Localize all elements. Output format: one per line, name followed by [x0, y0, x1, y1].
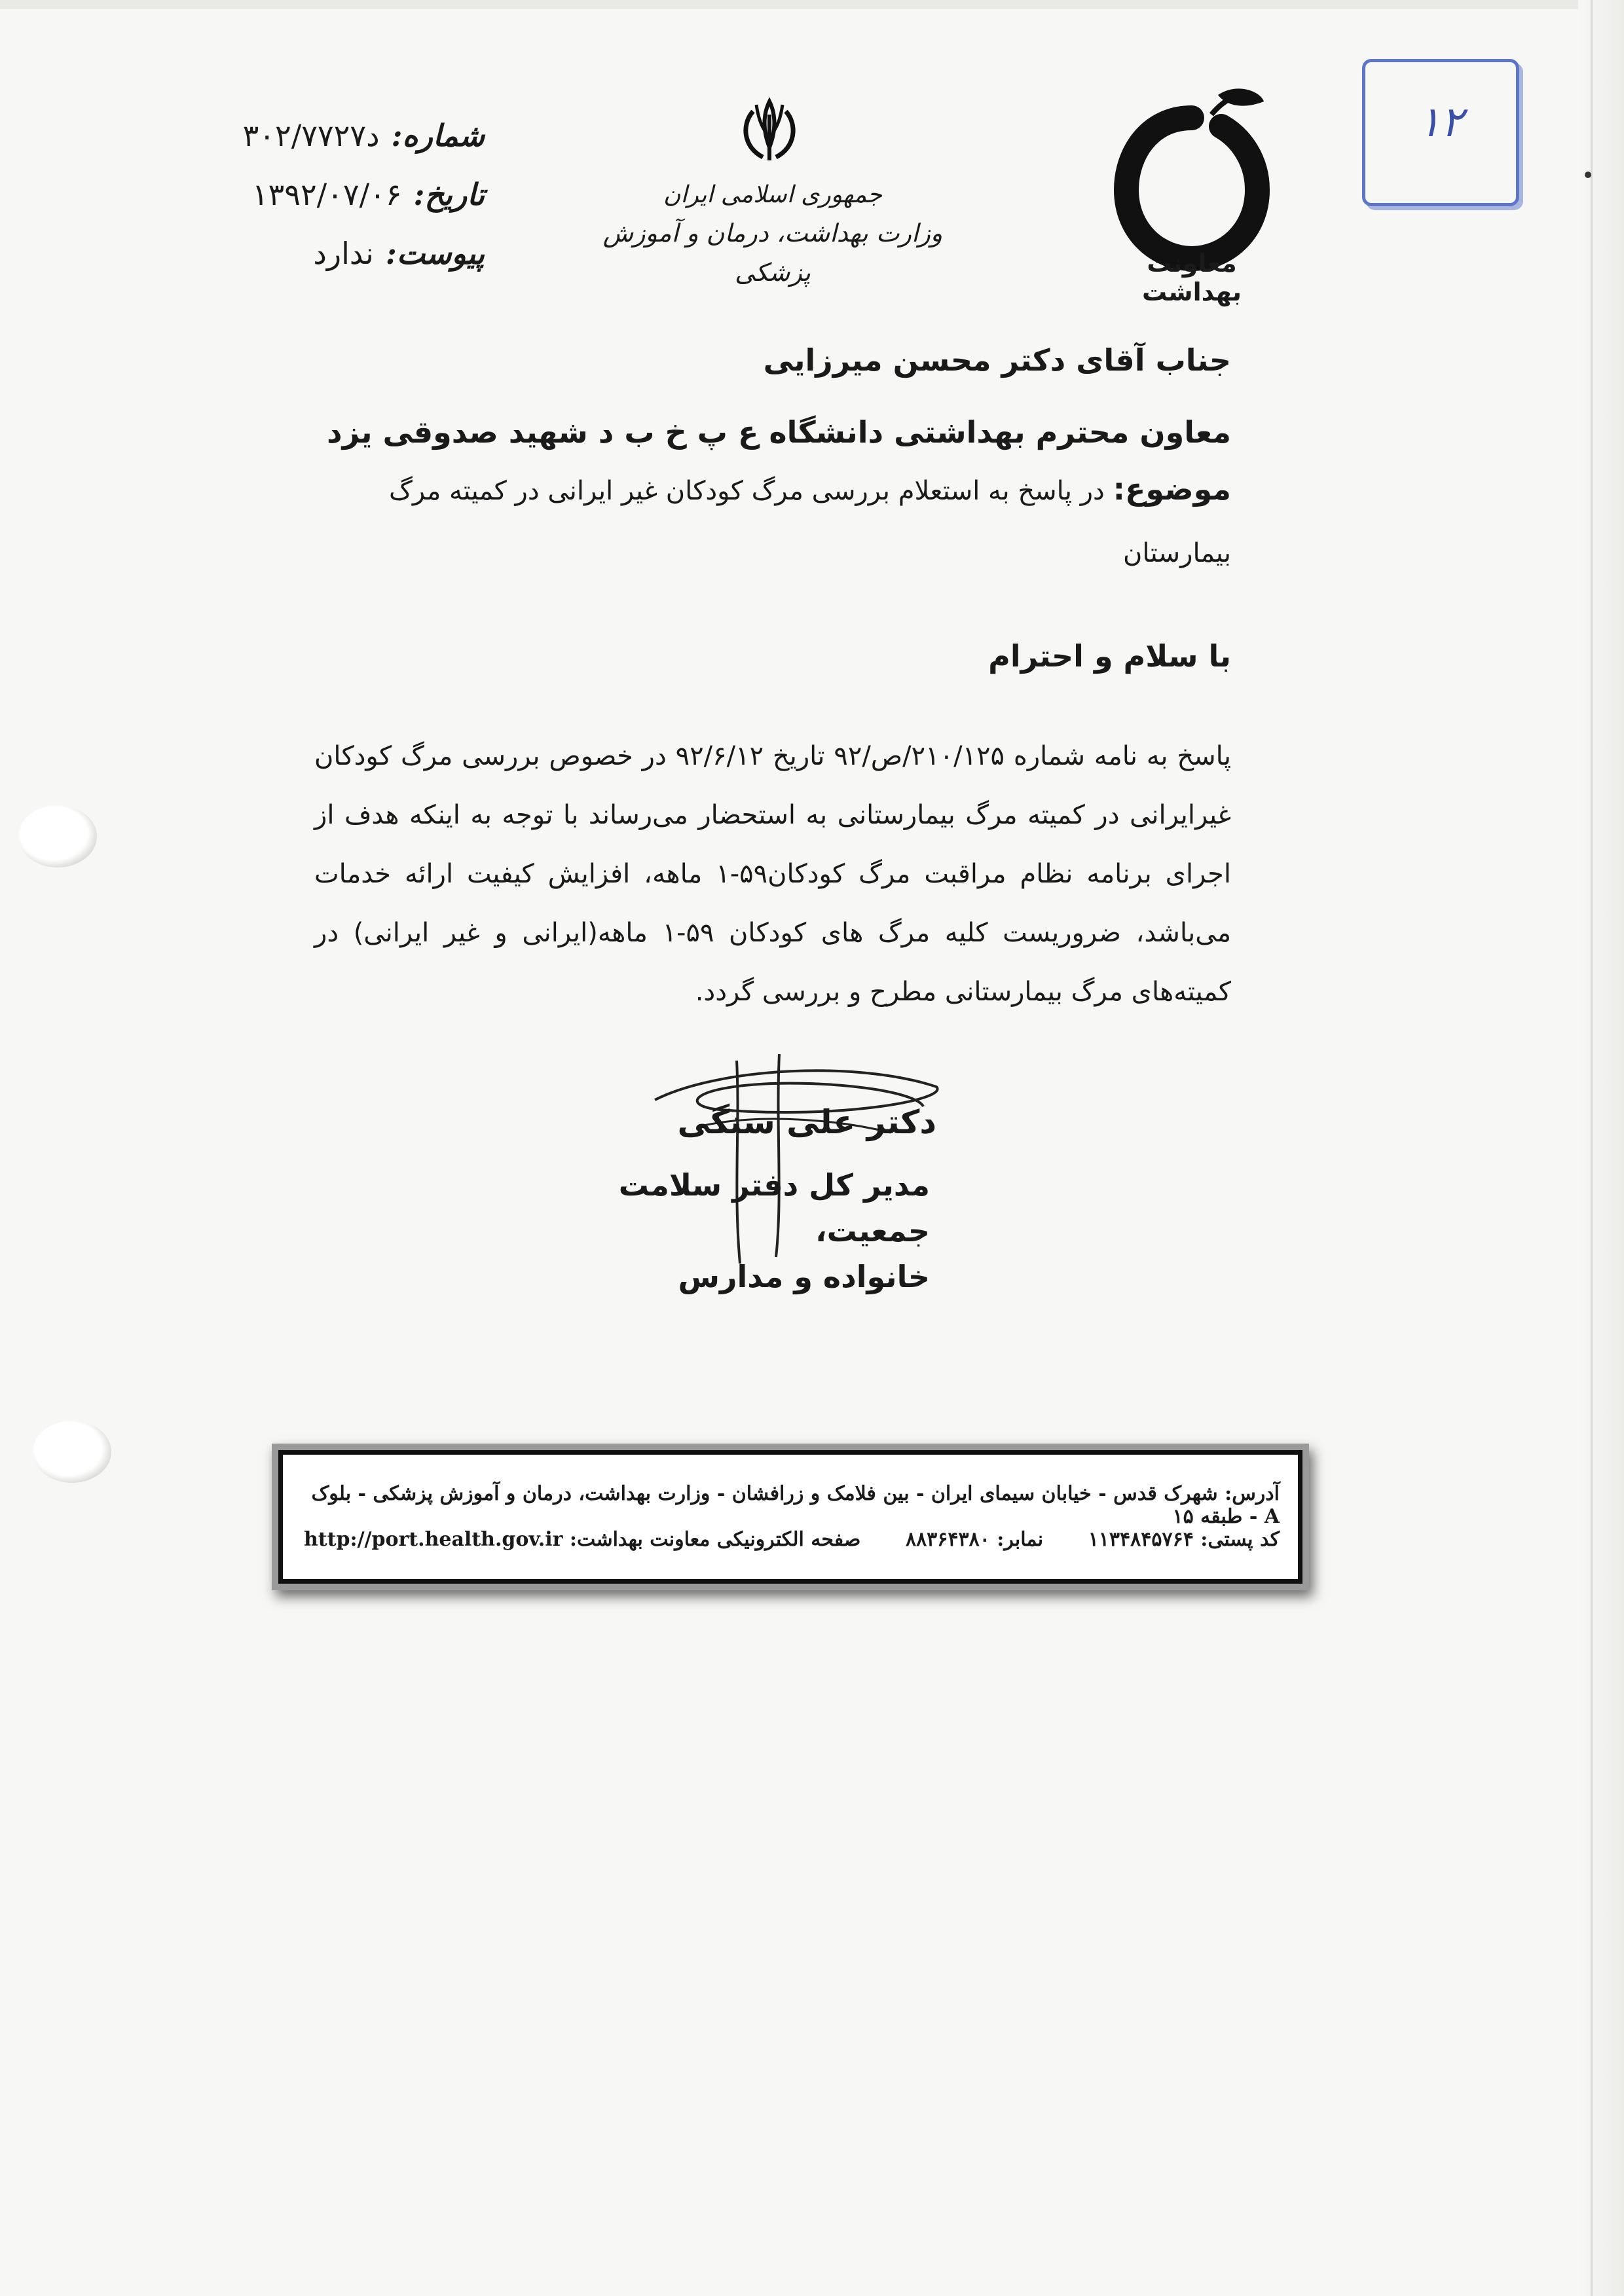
subject-text: در پاسخ به استعلام بررسی مرگ کودکان غیر ایرانی در کمیته مرگ بیمارستان — [389, 476, 1231, 568]
footer-fax: نمابر: ۸۸۳۶۴۳۸۰ — [905, 1528, 1044, 1551]
letter-meta — [196, 118, 485, 295]
subject-label: موضوع: — [1113, 471, 1231, 507]
letter-attachment-value: ندارد — [313, 236, 374, 271]
letter-date-value: ۱۳۹۲/۰۷/۰۶ — [251, 177, 402, 212]
signatory-title-line-2: خانواده و مدارس — [678, 1259, 930, 1294]
ministry-line-1: جمهوری اسلامی ایران — [663, 181, 882, 208]
letter-date-label: تاریخ: — [413, 177, 485, 212]
signatory-title — [576, 1162, 930, 1300]
footer-postal-code: کد پستی: ۱۱۳۴۸۴۵۷۶۴ — [1088, 1528, 1280, 1551]
letter-number-row — [196, 118, 485, 177]
letter-attachment-row — [196, 236, 485, 295]
page-top-edge — [0, 0, 1624, 9]
ink-dot — [1585, 172, 1591, 178]
punch-hole-bottom — [33, 1421, 111, 1483]
addressee-block — [314, 324, 1231, 468]
footer-address: آدرس: شهرک قدس - خیابان سیمای ایران - بین فلامک و زرافشان - وزارت بهداشت، درمان و آموزش پزشکی - بلوک A - طبقه ۱۵ — [311, 1482, 1280, 1528]
letter-attachment-label: پیوست: — [385, 236, 485, 271]
logo-caption: معاونت بهداشت — [1142, 249, 1242, 306]
letterhead-footer — [278, 1450, 1302, 1584]
page-fold-line — [1591, 0, 1593, 2296]
greeting: با سلام و احترام — [988, 638, 1231, 674]
addressee-name: جناب آقای دکتر محسن میرزایی — [763, 342, 1231, 378]
footer-website[interactable]: صفحه الکترونیکی معاونت بهداشت: http://port.health.gov.ir — [304, 1528, 861, 1551]
letter-date-row — [196, 177, 485, 236]
page-number: ۱۲ — [1418, 98, 1464, 147]
addressee-title: معاون محترم بهداشتی دانشگاه ع پ خ ب د شهید صدوقی یزد — [327, 414, 1231, 450]
letter-number-label: شماره: — [391, 118, 485, 153]
subject-line — [380, 458, 1231, 585]
ministry-line-2: وزارت بهداشت، درمان و آموزش پزشکی — [602, 219, 943, 287]
footer-contact-row — [304, 1528, 1280, 1551]
page-right-edge — [1578, 0, 1624, 2296]
signatory-name: دکتر علی سنگی — [677, 1103, 936, 1141]
letter-number-value: د۳۰۲/۷۷۲۷ — [242, 118, 380, 153]
ministry-header — [589, 177, 956, 292]
signatory-title-line-1: مدیر کل دفتر سلامت جمعیت، — [618, 1167, 930, 1248]
punch-hole-top — [18, 805, 97, 867]
letter-body: پاسخ به نامه شماره ۲۱۰/۱۲۵/ص/۹۲ تاریخ ۹۲/۶/۱۲ در خصوص بررسی مرگ کودکان غیرایرانی در کمیته مرگ بیمارستانی به استحضار می‌رساند با توجه به اینکه هدف از اجرای برنامه نظام مراقبت مرگ کودکان۵۹-۱ ماهه، افزایش کیفیت ارائه خدمات می‌باشد، ضروریست کلیه مرگ های کودکان ۵۹-۱ ماهه(ایرانی و غیر ایرانی) در کمیته‌های مرگ بیمارستانی مطرح و بررسی گردد. — [314, 741, 1231, 1007]
national-emblem-icon — [733, 95, 805, 167]
